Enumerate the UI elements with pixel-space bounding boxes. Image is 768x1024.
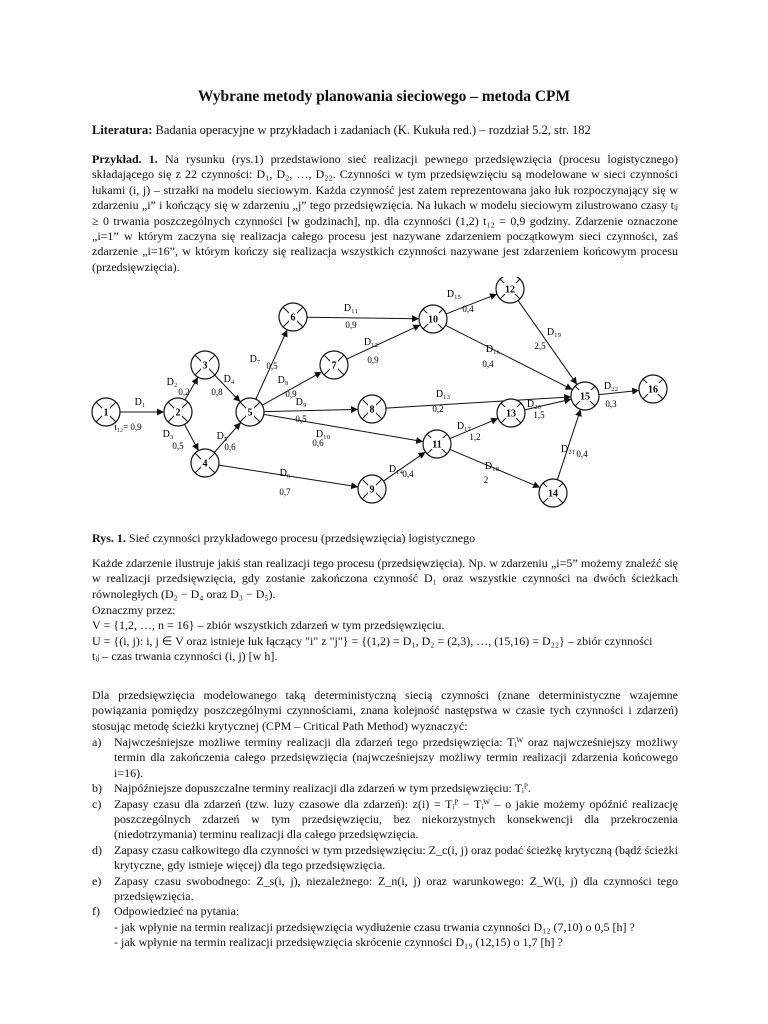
edge-label: D₈: [277, 375, 289, 386]
edge-label: D₁₃: [435, 389, 451, 400]
edge-label: D₁₄: [388, 464, 404, 475]
node-1: [92, 398, 120, 426]
node-3: [191, 351, 219, 379]
node-13: [497, 399, 525, 427]
list-item: f) Odpowiedzieć na pytania:: [92, 904, 240, 919]
node-7: [320, 351, 348, 379]
definition-line: V = {1,2, …, n = 16} – zbiór wszystkich zdarzeń w tym przedsięwzięciu.: [92, 618, 445, 633]
literature-text: Badania operacyjne w przykładach i zadaniach (K. Kukuła red.) – rozdział 5.2, str. 182: [152, 123, 591, 137]
definition-line: tᵢⱼ – czas trwania czynności (i, j) [w h].: [92, 649, 278, 664]
example-label: Przykład. 1.: [92, 152, 158, 166]
edge-label: D₁₇: [456, 421, 472, 432]
edge-label: D₆: [279, 468, 291, 479]
node-label: 13: [506, 408, 516, 420]
edge-time: 0,4: [576, 449, 588, 459]
edge-time: 2: [483, 475, 489, 485]
edge-time: 0,8: [211, 387, 223, 397]
node-14: [539, 479, 567, 507]
edge-time: t₁₂= 0,9: [114, 422, 142, 432]
node-10: [419, 305, 447, 333]
node-9: [358, 475, 386, 503]
node-label: 7: [331, 360, 337, 372]
definition-line: U = {(i, j): i, j ∈ V oraz istnieje łuk łączący "i" z "j"} = {(1,2) = D₁, D₂ = (2,3), …, (15,16) = D₂₂} – zbiór czynności: [92, 633, 653, 648]
node-label: 3: [202, 360, 208, 372]
edge-label: D₁₆: [485, 344, 501, 355]
literature-line: [92, 123, 692, 138]
list-item: d) Zapasy czasu całkowitego dla czynności w tym przedsięwzięciu: Z_c(i, j) oraz podać ścieżkę krytyczną (bądź ścieżki krytyczne, gdy istnieje więcej) dla tego przedsięwzięcia.: [92, 842, 678, 873]
event-paragraph: Każde zdarzenie ilustruje jakiś stan realizacji tego procesu (przedsięwzięcia). Np. w zdarzeniu „i=5” możemy znaleźć się w realizacji przedsięwzięcia, gdy zostanie zakończona czynność D₁ oraz wszystkie czynności na dwóch ścieżkach równoległych (D₂ − D₄ oraz D₃ − D₅).: [92, 556, 678, 601]
figure-caption: [92, 531, 475, 546]
node-12: [496, 277, 524, 303]
edge-time: 0,5: [172, 441, 184, 451]
edge-time: 0,5: [266, 361, 278, 371]
definition-line: Oznaczmy przez:: [92, 603, 176, 617]
edge-time: 0,9: [367, 355, 379, 365]
edge-label: D₃: [162, 429, 174, 440]
edge-2-4: [185, 424, 199, 450]
edge-label: D₉: [295, 397, 307, 408]
edge-time: 0,9: [345, 320, 357, 330]
task-paragraph: Dla przedsięwzięcia modelowanego taką deterministyczną siecią czynności (znane deterministyczne wzajemne powiązania pomiędzy poszczególnymi czynnościami, znana kolejność następstwa w czasie tych czynności i zdarzeń) stosując metodę ścieżki krytycznej (CPM – Critical Path Method) wyznaczyć:: [92, 688, 678, 733]
node-label: 6: [290, 312, 296, 324]
edge-time: 0,2: [178, 387, 190, 397]
edge-time: 0,6: [312, 438, 324, 448]
edge-time: 1,2: [469, 432, 481, 442]
node-label: 15: [580, 391, 590, 403]
task-list: [92, 735, 678, 951]
literature-label: Literatura:: [92, 123, 153, 137]
node-label: 16: [648, 384, 658, 396]
node-label: 9: [369, 484, 375, 496]
definitions: [92, 603, 678, 665]
edge-label: D₄: [223, 374, 235, 385]
node-label: 12: [505, 284, 515, 296]
edge-label: D₁₀: [315, 429, 331, 440]
list-item: c) Zapasy czasu dla zdarzeń (tzw. luzy czasowe dla zdarzeń): z(i) = Tᵢᴾ − Tᵢᵂ – o jakie możemy opóźnić realizację poszczególnych zdarzeń w tym przedsięwzięciu, bez niekorzystnych konsekwencji dla przekroczenia (niedotrzymania) terminu realizacji dla całego przedsięwzięcia.: [92, 796, 678, 842]
edge-7-10: [347, 325, 421, 359]
edge-label: D₇: [249, 354, 261, 365]
node-label: 5: [247, 407, 253, 419]
node-label: 14: [548, 488, 558, 500]
node-4: [191, 449, 219, 477]
edge-label: D₂₀: [526, 399, 542, 410]
question-line: - jak wpłynie na termin realizacji przedsięwzięcia wydłużenie czasu trwania czynności D₁₂ (7,10) o 0,5 [h] ?: [114, 919, 635, 934]
node-8: [358, 395, 386, 423]
list-item: a) Najwcześniejsze możliwe terminy realizacji dla zdarzeń tego przedsięwzięcia: Tᵢᵂ oraz najwcześniejszy możliwy termin dla zakończenia całego przedsięwzięcia (najwcześniejszy możliwy termin realizacji zdarzenia końcowego i=16).: [92, 735, 678, 780]
node-6: [279, 303, 307, 331]
edge-8-15: [386, 397, 571, 408]
edge-time: 0,9: [285, 389, 297, 399]
edge-time: 1,5: [533, 410, 545, 420]
edge-12-15: [518, 300, 577, 384]
edge-label: D₂: [166, 377, 178, 388]
node-11: [423, 430, 451, 458]
node-label: 10: [428, 314, 438, 326]
edge-label: D₁: [134, 397, 146, 408]
edge-5-8: [264, 409, 358, 411]
edge-time: 0,4: [402, 469, 414, 479]
edge-label: D₁₁: [343, 303, 359, 314]
page-title: Wybrane metody planowania sieciowego – metoda CPM: [197, 88, 571, 105]
node-label: 2: [175, 407, 181, 419]
node-15: [571, 382, 599, 410]
edge-label: D₁₅: [446, 289, 462, 300]
edge-time: 0,6: [224, 442, 236, 452]
edge-time: 0,4: [462, 304, 474, 314]
edge-label: D₁₉: [546, 327, 562, 338]
list-item: e) Zapasy czasu swobodnego: Z_s(i, j), niezależnego: Z_n(i, j) oraz warunkowego: Z_W(i, j) dla czynności tego przedsięwzięcia.: [92, 873, 678, 904]
list-item: b) Najpóźniejsze dopuszczalne terminy realizacji dla zdarzeń w tym przedsięwzięciu: Tᵢᴾ.: [92, 781, 531, 796]
edge-6-10: [307, 317, 419, 319]
edge-label: D₂₁: [560, 444, 576, 455]
node-16: [639, 375, 667, 403]
node-5: [236, 398, 264, 426]
node-label: 4: [202, 458, 208, 470]
edge-label: D₅: [216, 431, 228, 442]
caption-text: Sieć czynności przykładowego procesu (przedsięwzięcia) logistycznego: [125, 531, 476, 545]
edge-5-11: [264, 414, 423, 441]
question-line: - jak wpłynie na termin realizacji przedsięwzięcia skrócenie czynności D₁₉ (12,15) o 1,7 [h] ?: [114, 935, 563, 950]
edge-time: 0,5: [295, 414, 307, 424]
example-paragraph: [92, 152, 678, 275]
example-text: Na rysunku (rys.1) przedstawiono sieć realizacji pewnego przedsięwzięcia (procesu logistycznego) składającego się z 22 czynności: D₁, D₂, …, D₂₂. Czynności w tym przedsięwzięciu są modelowane w sieci czynności łukami (i, j) – strzałki na modelu sieciowym. Każda czynność jest zatem reprezentowana jako łuk rozpoczynający się w zdarzeniu „i” i kończący się w zdarzeniu „j” tego przedsięwzięcia. Na łukach w modelu sieciowym zilustrowano czasy tᵢⱼ ≥ 0 trwania poszczególnych czynności [w godzinach], np. dla czynności (1,2) t₁₂ = 0,9 godziny. Zdarzenie oznaczone „i=1” w którym zaczyna się realizacja całego procesu jest nazywane zdarzeniem początkowym sieci czynności, zaś zdarzenie „i=16”, w którym kończy się realizacja wszystkich czynności nazywane jest zdarzeniem końcowym procesu (przedsięwzięcia).: [92, 152, 679, 274]
edge-label: D₁₈: [484, 461, 500, 472]
edge-time: 0,2: [432, 404, 444, 414]
edge-label: D₂₂: [603, 381, 619, 392]
caption-label: Rys. 1.: [92, 531, 126, 545]
node-2: [164, 398, 192, 426]
network-diagram: [88, 277, 688, 527]
edge-time: 0,4: [482, 359, 494, 369]
edge-time: 2,5: [534, 341, 546, 351]
edge-time: 0,7: [279, 487, 291, 497]
node-label: 11: [432, 439, 442, 451]
edge-label: D₁₂: [363, 337, 379, 348]
node-label: 1: [103, 407, 109, 419]
node-label: 8: [369, 404, 375, 416]
edge-time: 0,3: [605, 399, 617, 409]
